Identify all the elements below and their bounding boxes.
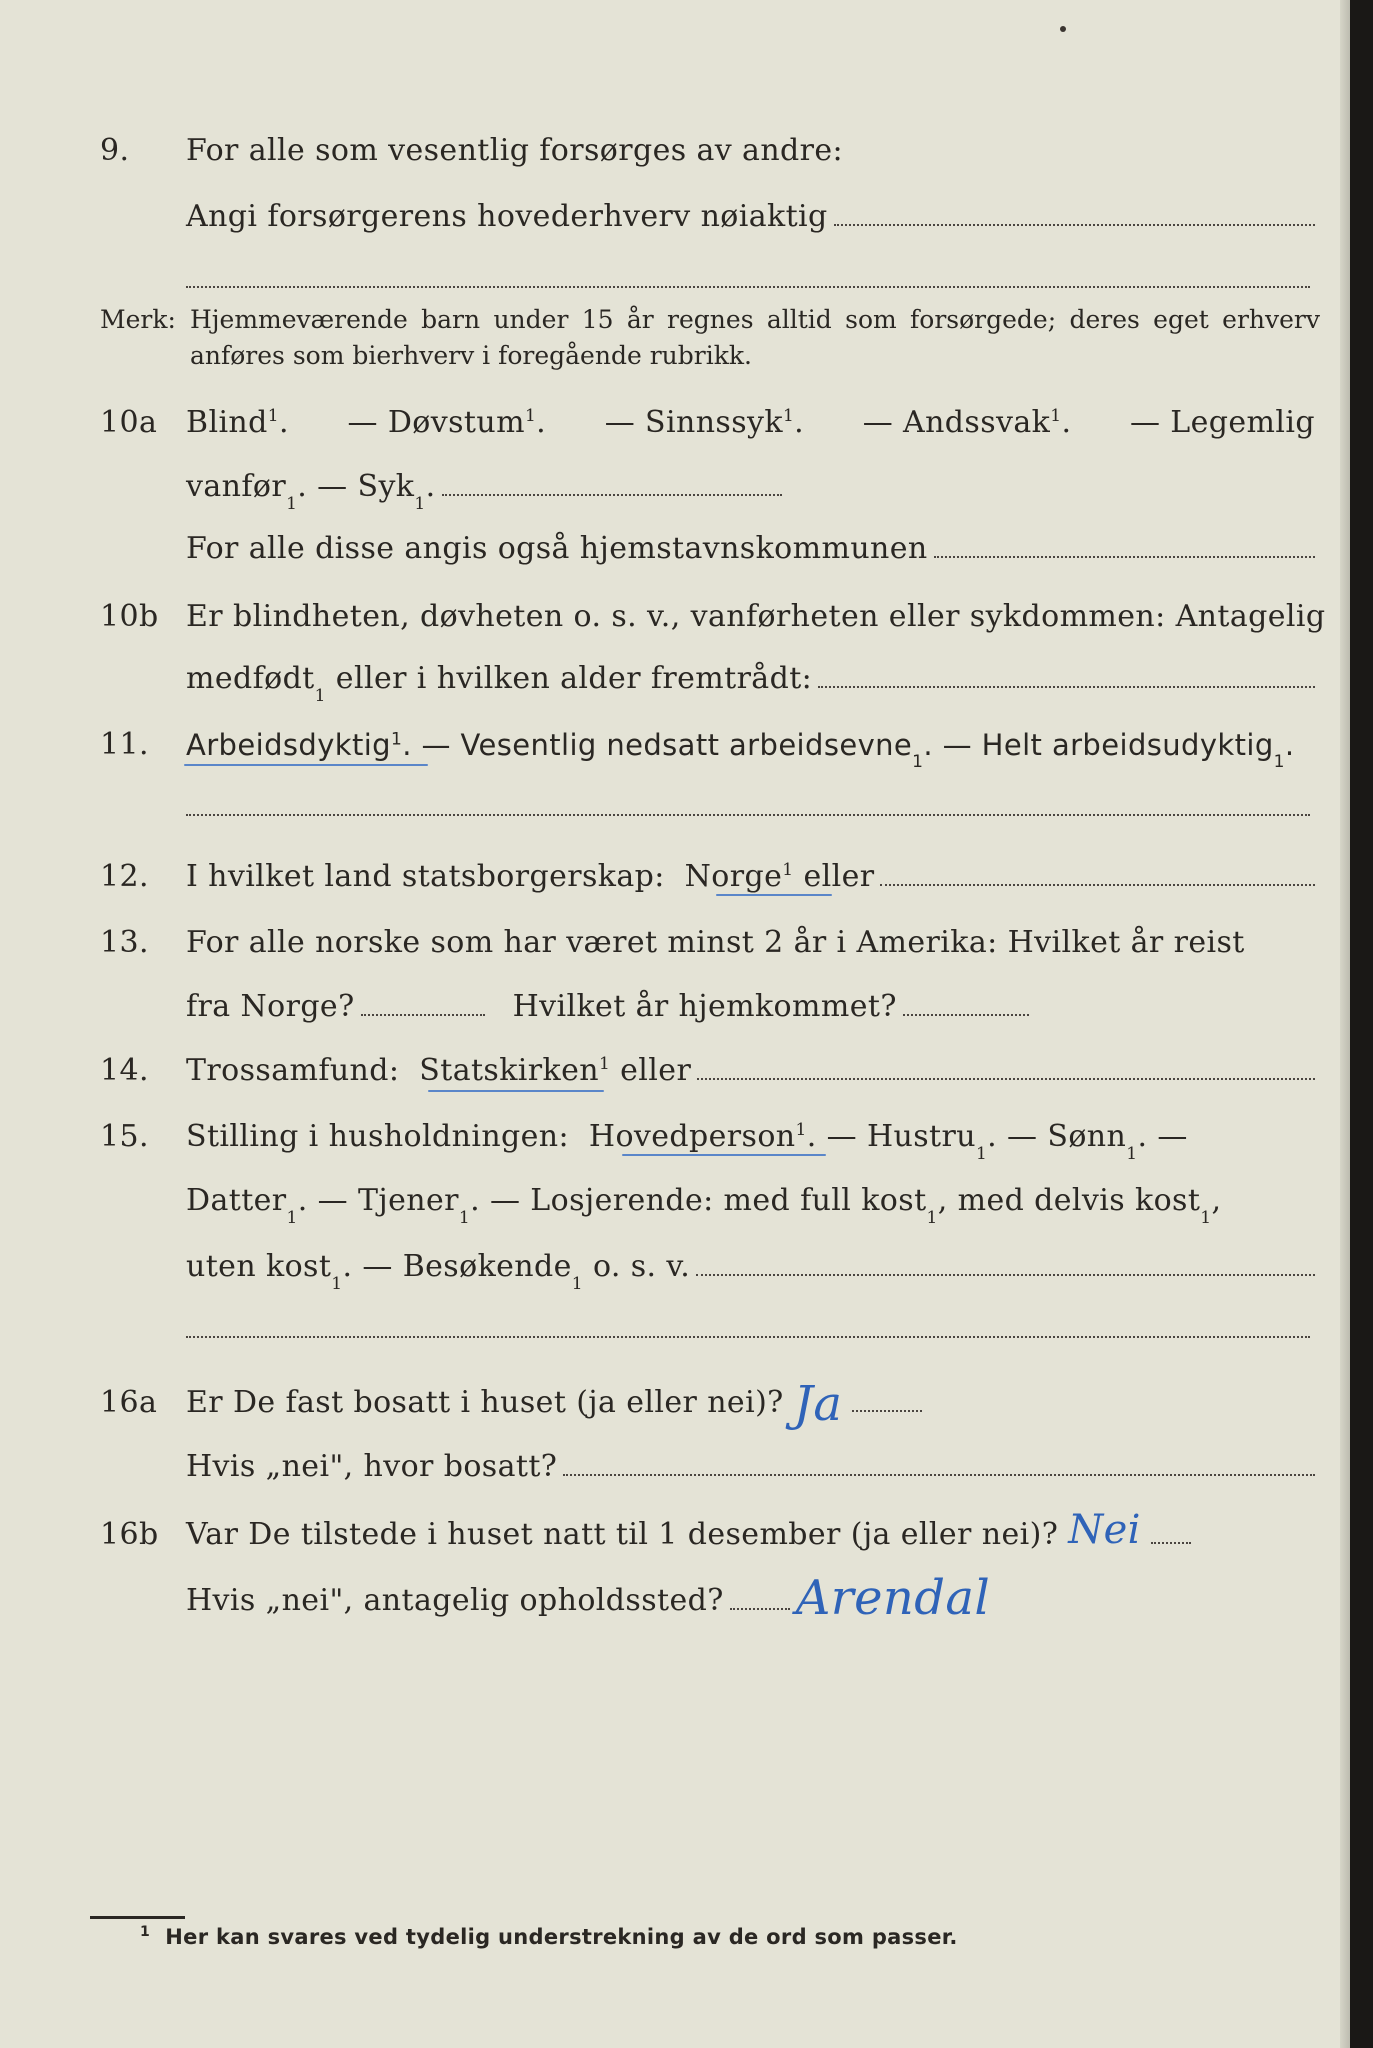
- handwritten-answer: Ja: [793, 1376, 843, 1432]
- question-number: 16b: [100, 1517, 159, 1552]
- option-statskirken[interactable]: Statskirken$^1$: [419, 1053, 611, 1088]
- question-number: 13.: [100, 925, 149, 960]
- question-15-line-3: uten kost 1 . — Besøkende 1 o. s. v.: [120, 1240, 1315, 1284]
- answer-line[interactable]: [834, 221, 1315, 226]
- answer-line[interactable]: [697, 1075, 1315, 1080]
- handwritten-underline: [622, 1154, 826, 1156]
- answer-line[interactable]: [818, 683, 1315, 688]
- answer-line[interactable]: [852, 1407, 922, 1412]
- answer-line[interactable]: [880, 881, 1315, 886]
- answer-line[interactable]: [186, 814, 1310, 816]
- handwritten-answer: Nei: [1068, 1507, 1141, 1553]
- question-13: 13. For alle norske som har været minst 2 år i Amerika: Hvilket år reist: [100, 925, 1245, 960]
- question-10b-line-2: medfødt 1 eller i hvilken alder fremtrådt:: [120, 652, 1315, 696]
- question-16b: 16b Var De tilstede i huset natt til 1 desember (ja eller nei)? Nei: [120, 1508, 1315, 1552]
- ink-speck: [1060, 26, 1066, 32]
- question-number: 15.: [100, 1119, 149, 1154]
- question-number: 16a: [100, 1385, 158, 1420]
- answer-line[interactable]: [442, 491, 782, 496]
- question-number: 10b: [100, 599, 159, 634]
- note-text: Hjemmeværende barn under 15 år regnes alltid som forsørgede; deres eget erhverv anføres som bierhverv i foregående rubrikk.: [190, 305, 1320, 370]
- handwritten-underline: [716, 894, 832, 896]
- question-9-line-2: Angi forsørgerens hovederhverv nøiaktig: [120, 190, 1315, 234]
- page-edge: [1340, 0, 1350, 2048]
- question-text: For alle som vesentlig forsørges av andre:: [186, 133, 844, 168]
- question-11: 11. Arbeidsdyktig$^1$ . — Vesentlig nedsatt arbeidsevne 1 . — Helt arbeidsudyktig 1 .: [100, 727, 1295, 772]
- question-number: 9.: [100, 133, 130, 168]
- footnote-rule: [90, 1916, 185, 1919]
- answer-line[interactable]: [730, 1605, 790, 1610]
- option-hovedperson[interactable]: Hovedperson$^1$: [588, 1119, 807, 1154]
- question-14: 14. Trossamfund: Statskirken$^1$ eller: [120, 1044, 1315, 1088]
- answer-line[interactable]: [563, 1471, 1315, 1476]
- question-number: 10a: [100, 405, 158, 440]
- question-15-line-2: Datter 1 . — Tjener 1 . — Losjerende: med full kost 1 , med delvis kost 1 ,: [186, 1183, 1222, 1228]
- answer-line[interactable]: [186, 286, 1310, 288]
- question-15: 15. Stilling i husholdningen: Hovedperson$^1$ . — Hustru 1 . — Sønn 1 . —: [100, 1119, 1188, 1164]
- question-number: 14.: [100, 1053, 149, 1088]
- question-9: [100, 124, 1315, 168]
- handwritten-answer: Arendal: [795, 1570, 991, 1626]
- handwritten-underline: [184, 764, 428, 766]
- question-16b-line-2: Hvis „nei", antagelig opholdssted? Arendal: [186, 1570, 991, 1626]
- answer-line[interactable]: [934, 553, 1315, 558]
- answer-line[interactable]: [361, 1011, 485, 1016]
- question-16a: 16a Er De fast bosatt i huset (ja eller nei)? Ja: [120, 1376, 1315, 1420]
- question-10a-line-3: For alle disse angis også hjemstavnskommunen: [120, 522, 1315, 566]
- note: [100, 302, 1320, 376]
- option-arbeidsdyktig[interactable]: Arbeidsdyktig$^1$: [186, 728, 403, 762]
- note-label: Merk:: [100, 305, 176, 334]
- answer-line[interactable]: [696, 1271, 1315, 1276]
- footnote: $^1$ Her kan svares ved tydelig understrekning av de ord som passer.: [140, 1924, 958, 1949]
- question-10a-line-2: vanfør 1 . — Syk 1 .: [120, 460, 1315, 504]
- question-10a: 10a Blind$^1$. — Døvstum$^1$. — Sinnssyk$^1$. — Andssvak$^1$. — Legemlig: [100, 405, 1315, 440]
- question-16a-line-2: Hvis „nei", hvor bosatt?: [120, 1440, 1315, 1484]
- question-number: 11.: [100, 727, 149, 762]
- question-12: 12. I hvilket land statsborgerskap: Norge$^1$ eller: [120, 850, 1315, 894]
- answer-line[interactable]: [903, 1011, 1029, 1016]
- question-number: 12.: [100, 859, 149, 894]
- answer-line[interactable]: [1151, 1539, 1191, 1544]
- option-norge[interactable]: Norge$^1$: [684, 859, 794, 894]
- question-13-line-2: fra Norge? Hvilket år hjemkommet?: [120, 980, 1315, 1024]
- question-10b: 10b Er blindheten, døvheten o. s. v., vanførheten eller sykdommen: Antagelig: [100, 599, 1326, 634]
- answer-line[interactable]: [186, 1336, 1310, 1338]
- handwritten-underline: [428, 1090, 604, 1092]
